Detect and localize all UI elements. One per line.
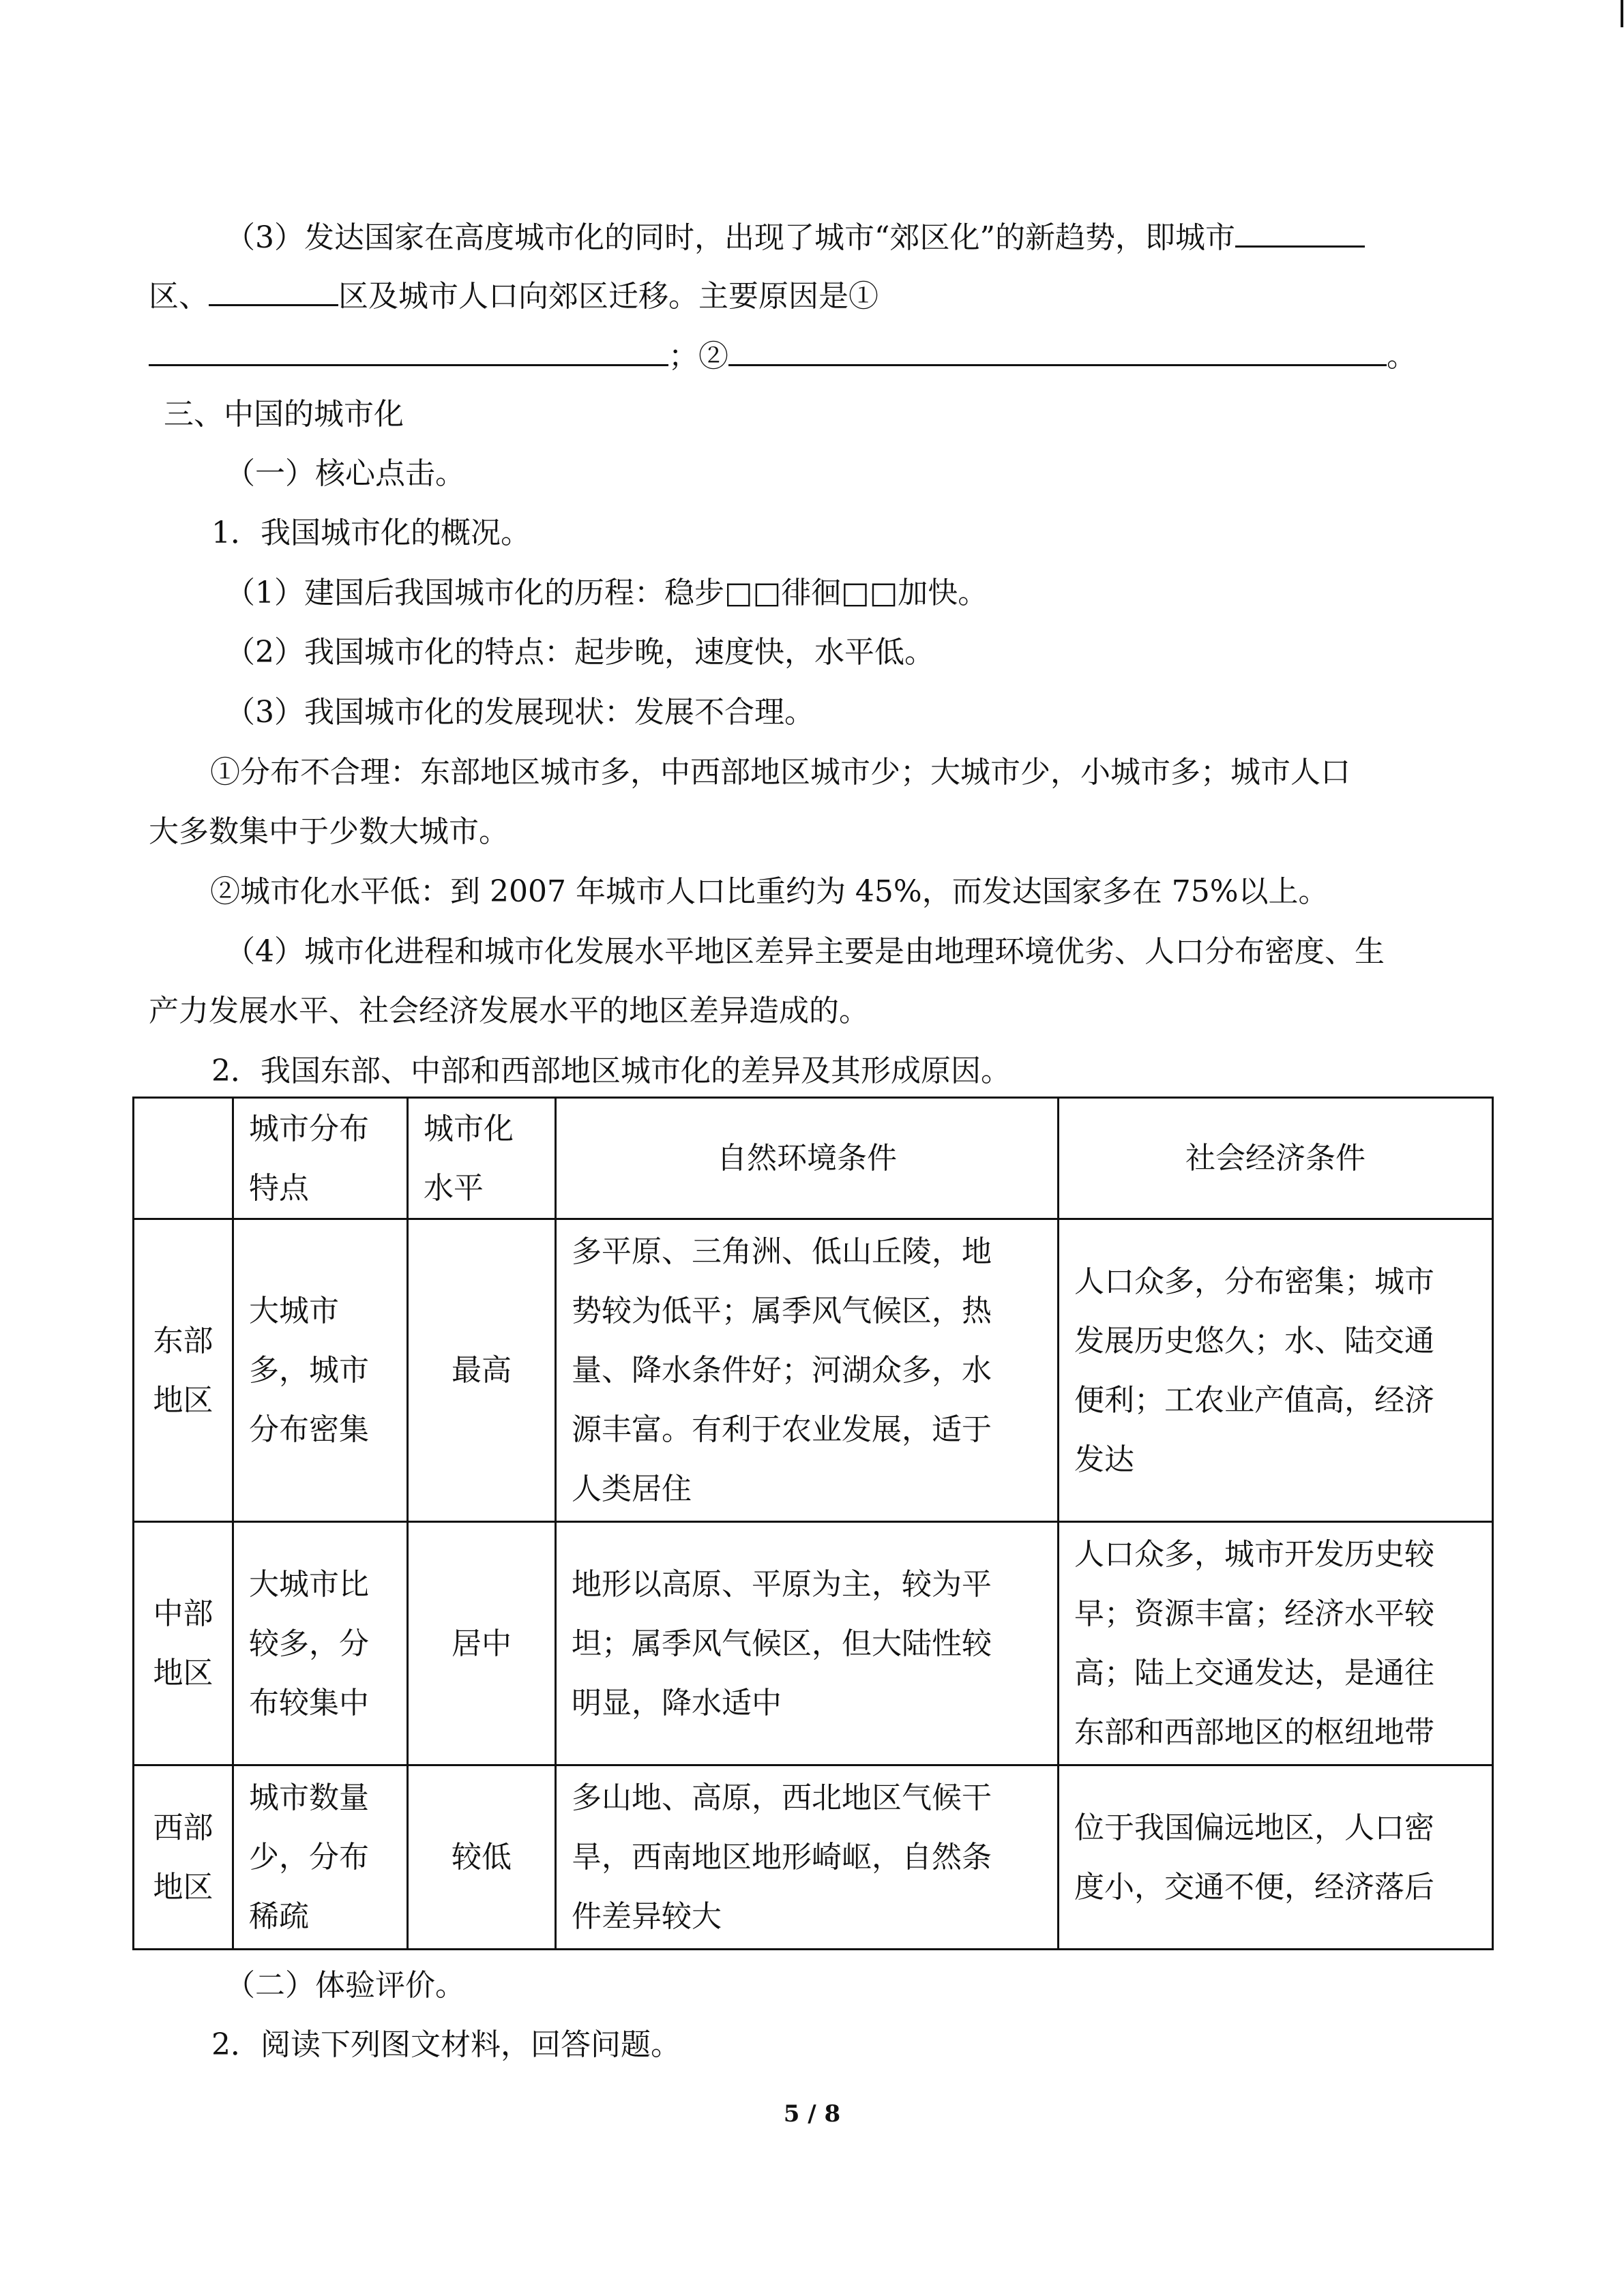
table-row	[134, 1219, 1493, 1522]
item-1-4-line-2: 产力发展水平、社会经济发展水平的地区差异造成的。	[149, 994, 869, 1028]
natural-cell: 多平原、三角洲、低山丘陵，地 势较为低平；属季风气候区，热 量、降水条件好；河湖众多，水 源丰富。有利于农业发展，适于 人类居住	[556, 1219, 1059, 1522]
answer-blank-4[interactable]	[728, 334, 1387, 366]
answer-blank-2[interactable]	[209, 274, 338, 306]
urbanization-comparison-table	[132, 1097, 1494, 1950]
answer-blank-3[interactable]	[149, 334, 668, 366]
item-1-2: （2）我国城市化的特点：起步晚，速度快，水平低。	[225, 635, 934, 670]
table-row	[134, 1522, 1493, 1765]
table-header-cell: 城市分布 特点	[233, 1098, 408, 1219]
item-1-1: （1）建国后我国城市化的历程：稳步□□徘徊□□加快。	[225, 576, 988, 610]
region-cell: 中部 地区	[134, 1522, 233, 1765]
level-cell: 较低	[408, 1765, 556, 1950]
level-cell: 最高	[408, 1219, 556, 1522]
table-header-row	[134, 1098, 1493, 1219]
bullet-1-line-2: 大多数集中于少数大城市。	[149, 814, 509, 849]
bullet-2: ②城市化水平低：到 2007 年城市人口比重约为 45%，而发达国家多在 75%以上。	[210, 874, 1329, 909]
paragraph-3-line-3: ；② 。	[149, 334, 1417, 377]
page-edge-mark	[1621, 0, 1623, 27]
table-header-cell	[134, 1098, 233, 1219]
page-number: 5 / 8	[783, 2100, 841, 2128]
level-cell: 居中	[408, 1522, 556, 1765]
item-2: 2．我国东部、中部和西部地区城市化的差异及其形成原因。	[211, 1054, 1011, 1088]
answer-blank-1[interactable]	[1235, 215, 1365, 248]
item-1-3: （3）我国城市化的发展现状：发展不合理。	[225, 695, 814, 730]
natural-cell: 地形以高原、平原为主，较为平 坦；属季风气候区，但大陆性较 明显，降水适中	[556, 1522, 1059, 1765]
table-header-cell: 城市化 水平	[408, 1098, 556, 1219]
distribution-cell: 城市数量 少，分布 稀疏	[233, 1765, 408, 1950]
table-row	[134, 1765, 1493, 1950]
natural-cell: 多山地、高原，西北地区气候干 旱，西南地区地形崎岖，自然条 件差异较大	[556, 1765, 1059, 1950]
social-cell: 位于我国偏远地区，人口密 度小，交通不便，经济落后	[1059, 1765, 1493, 1950]
paragraph-3-line-2: 区、 区及城市人口向郊区迁移。主要原因是①	[149, 274, 879, 317]
item-1: 1．我国城市化的概况。	[211, 516, 531, 550]
table-header-cell: 社会经济条件	[1059, 1098, 1493, 1219]
region-cell: 西部 地区	[134, 1765, 233, 1950]
distribution-cell: 大城市 多，城市 分布密集	[233, 1219, 408, 1522]
paragraph-3-line-1: （3）发达国家在高度城市化的同时，出现了城市“郊区化”的新趋势，即城市	[225, 215, 1365, 258]
subsection-heading-1: （一）核心点击。	[225, 456, 465, 491]
bullet-1-line-1: ①分布不合理：东部地区城市多，中西部地区城市少；大城市少，小城市多；城市人口	[210, 755, 1350, 790]
social-cell: 人口众多，城市开发历史较 早；资源丰富；经济水平较 高；陆上交通发达，是通往 东部和西部地区的枢纽地带	[1059, 1522, 1493, 1765]
item-2-question: 2．阅读下列图文材料，回答问题。	[211, 2027, 681, 2062]
table-header-cell: 自然环境条件	[556, 1098, 1059, 1219]
subsection-heading-2: （二）体验评价。	[225, 1968, 465, 2003]
distribution-cell: 大城市比 较多，分 布较集中	[233, 1522, 408, 1765]
social-cell: 人口众多，分布密集；城市 发展历史悠久；水、陆交通 便利；工农业产值高，经济 发达	[1059, 1219, 1493, 1522]
region-cell: 东部 地区	[134, 1219, 233, 1522]
item-1-4-line-1: （4）城市化进程和城市化发展水平地区差异主要是由地理环境优劣、人口分布密度、生	[225, 934, 1385, 969]
section-heading: 三、中国的城市化	[164, 397, 404, 432]
